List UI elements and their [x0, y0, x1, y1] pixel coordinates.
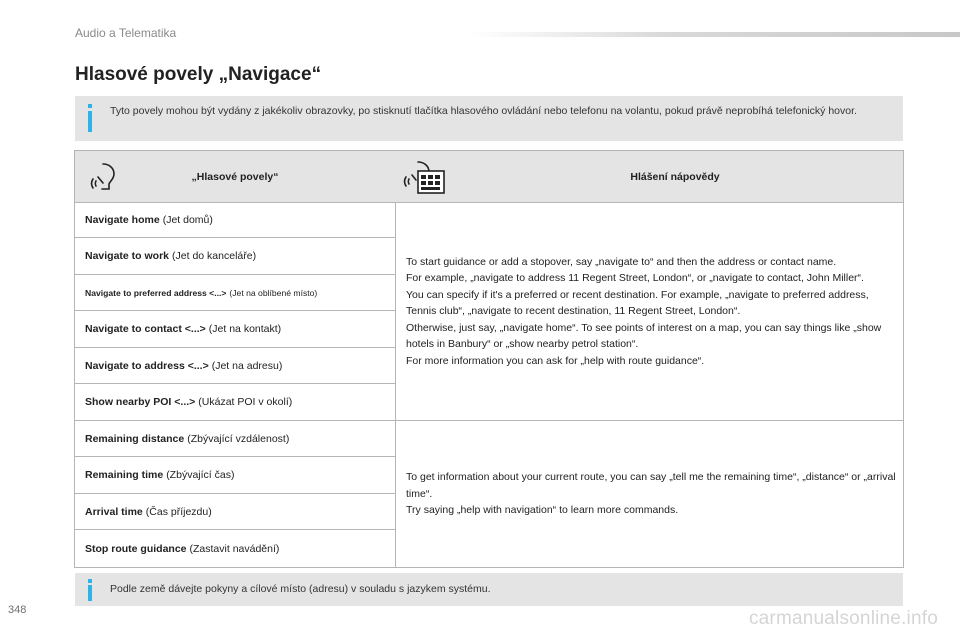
command-translation: (Zbývající vzdálenost): [187, 432, 290, 445]
help-text: To start guidance or add a stopover, say „navigate to“ and then the address or contact name. For example, „navigate to address 11 Regent Street, London“, or „navigate to contact, John Miller“. You can specify if it's a preferred or recent destination. For example, „navigate to preferred address, Tennis club“, „navigate to recent destination, 11 Regent Street, London“. Otherwise, just say, „navigate home“. To see points of interest on a map, you can say things like „show hotels in Banbury“ or „show nearby petrol station“. For more information you can ask for „help with route guidance“.: [406, 255, 882, 367]
command-text: Navigate home: [85, 213, 160, 226]
command-translation: (Ukázat POI v okolí): [198, 396, 293, 408]
col-voice-commands-header: „Hlasové povely“: [191, 170, 279, 183]
command-text: Stop route guidance: [85, 542, 187, 555]
command-translation: (Jet na kontakt): [208, 323, 282, 335]
info-icon: [85, 104, 95, 132]
help-text-route-info: [406, 421, 898, 567]
command-translation: (Jet domů): [162, 213, 213, 226]
info-icon: [85, 579, 95, 601]
table-row: [75, 202, 395, 238]
column-divider: [395, 202, 396, 567]
intro-note-text: Tyto povely mohou být vydány z jakékoliv obrazovky, po stisknutí tlačítka hlasového ovládání nebo telefonu na volantu, pokud právě neprobíhá telefonický hovor.: [110, 105, 857, 117]
help-text-route-guidance: [406, 202, 898, 421]
table-row: [75, 348, 395, 384]
table-row: [75, 238, 395, 275]
help-message-icon: [400, 157, 448, 197]
footer-note-text: Podle země dávejte pokyny a cílové místo (adresu) v souladu s jazykem systému.: [110, 583, 491, 595]
help-text: To get information about your current route, you can say „tell me the remaining time“, „distance“ or „arrival time“. Try saying „help with navigation“ to learn more commands.: [406, 471, 896, 517]
command-text: Arrival time: [85, 505, 143, 518]
intro-note: [75, 96, 903, 141]
command-translation: (Čas příjezdu): [145, 505, 212, 518]
page-title: Hlasové povely „Navigace“: [75, 64, 322, 85]
command-text: Remaining time: [85, 469, 164, 481]
table-row: [75, 457, 395, 494]
table-row: [75, 421, 395, 457]
command-translation: (Jet na oblíbené místo): [229, 287, 318, 298]
command-translation: (Zbývající čas): [166, 469, 235, 481]
table-header: [75, 151, 903, 203]
command-text: Navigate to preferred address <...>: [85, 287, 227, 298]
command-translation: (Zastavit navádění): [189, 542, 280, 555]
voice-commands-table: [74, 150, 904, 568]
watermark: carmanualsonline.info: [748, 608, 938, 629]
section-header: Audio a Telematika: [75, 26, 177, 40]
command-translation: (Jet do kanceláře): [172, 250, 257, 262]
command-text: Navigate to work: [85, 250, 170, 262]
voice-command-icon: [85, 159, 121, 195]
command-text: Remaining distance: [85, 432, 185, 445]
command-text: Navigate to address <...>: [85, 359, 209, 372]
table-row: [75, 275, 395, 311]
table-row: [75, 494, 395, 530]
header-divider: [470, 32, 960, 37]
command-translation: (Jet na adresu): [211, 359, 283, 372]
command-text: Show nearby POI <...>: [85, 396, 196, 408]
command-text: Navigate to contact <...>: [85, 323, 206, 335]
table-row: [75, 311, 395, 348]
table-row: [75, 384, 395, 421]
col-help-messages-header: Hlášení nápovědy: [630, 170, 720, 183]
page-number: 348: [8, 604, 27, 616]
table-row: [75, 530, 395, 567]
footer-note: [75, 573, 903, 606]
